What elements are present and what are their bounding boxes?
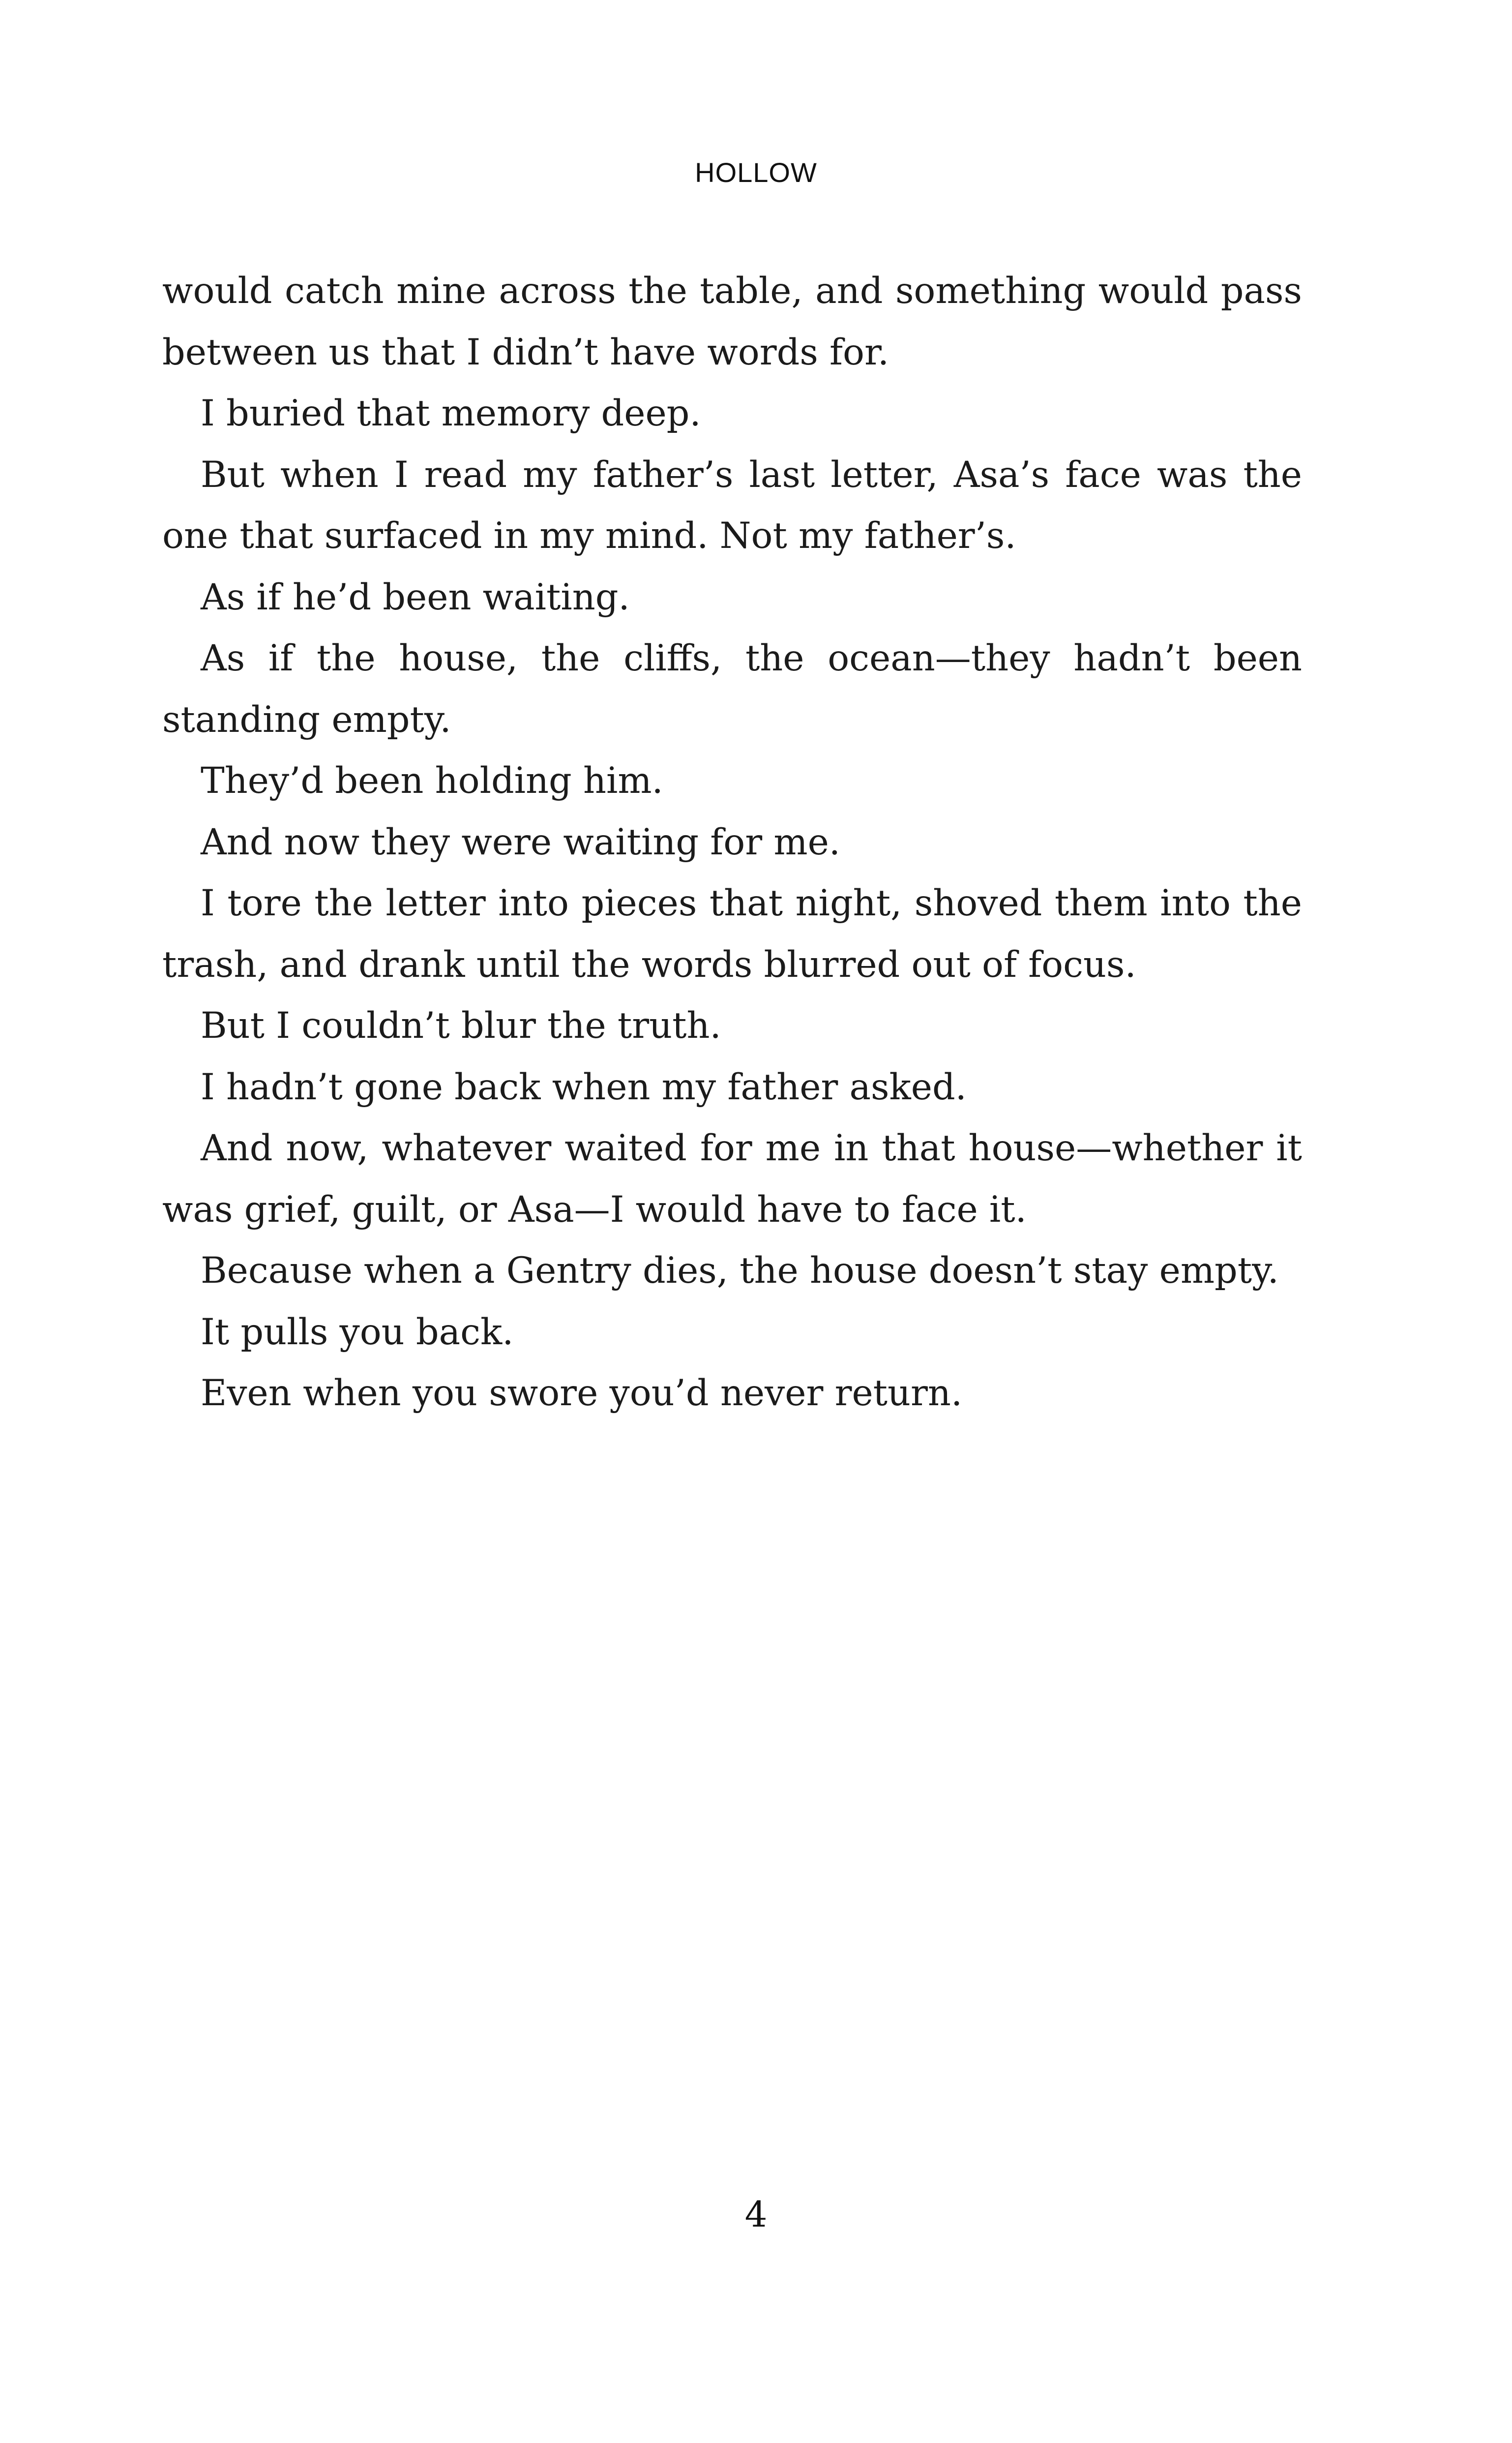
paragraph-6: They’d been holding him. xyxy=(201,760,663,802)
paragraph-13: Even when you swore you’d never return. xyxy=(201,1372,963,1414)
paragraph-11: And now, whatever waited for me in that house—whether it was grief, guilt, or Asa—I would have to face it. xyxy=(162,1127,1302,1231)
body-text xyxy=(162,261,1302,1424)
paragraph-8: I tore the letter into pieces that night, shoved them into the trash, and drank until the words blurred out of focus. xyxy=(162,882,1302,986)
running-head-title: HOLLOW xyxy=(695,157,817,188)
paragraph-9: But I couldn’t blur the truth. xyxy=(201,1005,721,1047)
paragraph-7: And now they were waiting for me. xyxy=(201,821,840,863)
paragraph-2: I buried that memory deep. xyxy=(201,392,701,434)
paragraph-4: As if he’d been waiting. xyxy=(201,576,630,618)
paragraph-12: Because when a Gentry dies, the house doesn’t stay empty. It pulls you back. xyxy=(201,1250,1279,1353)
paragraph-5: As if the house, the cliffs, the ocean—they hadn’t been standing empty. xyxy=(162,637,1302,741)
page-number: 4 xyxy=(744,2194,768,2235)
paragraph-10: I hadn’t gone back when my father asked. xyxy=(201,1066,967,1108)
paragraph-3: But when I read my father’s last letter, Asa’s face was the one that surfaced in my mind. Not my father’s. xyxy=(162,453,1302,557)
paragraph-1: would catch mine across the table, and something would pass between us that I didn’t have words for. xyxy=(162,270,1302,373)
